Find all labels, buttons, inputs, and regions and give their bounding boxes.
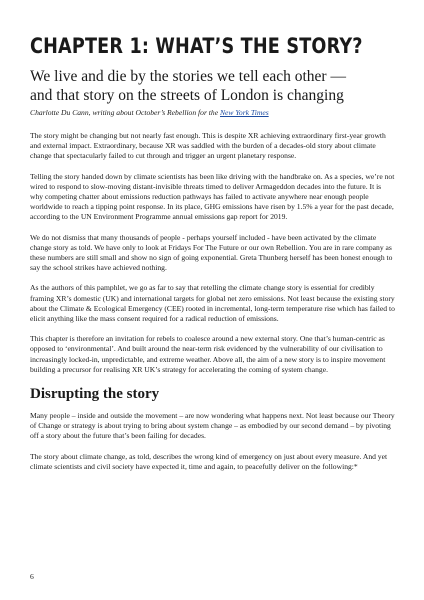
- document-page: [30, 34, 396, 482]
- subtitle: [30, 67, 396, 105]
- body-paragraph-5: This chapter is therefore an invitation for rebels to coalesce around a new external story. One that’s human-centric as opposed to ‘environmental’. And built around the near-term risk evidenced by the vulnerability of our civilisation to increasingly locked-in, unpredictable, and extreme weather. Above all, the aim of a new story is to inspire movement building a precursor for realising XR UK’s strategy for accelerating the coming of system change.: [30, 334, 386, 374]
- chapter-title: CHAPTER 1: WHAT’S THE STORY?: [30, 34, 363, 58]
- byline: [30, 108, 396, 118]
- subtitle-line-1: We live and die by the stories we tell each other —: [30, 68, 346, 85]
- body-paragraph-3: We do not dismiss that many thousands of people - perhaps yourself included - have been activated by the climate change story as told. We have only to look at Fridays For The Future or our own Rebellion. You are in rare company as these numbers are still small and show no sign of going exponential. Greta Thunberg herself has been honest enough to say the school strikes have achieved nothing.: [30, 232, 393, 273]
- body-paragraph-2: Telling the story handed down by climate scientists has been like driving with the handbrake on. As a species, we’re not wired to respond to slow-moving distant-invisible threats timed to deliver Armageddon decades into the future. It is why competing chatter about emissions reduction pathways has failed to activate anywhere near enough people worldwide to reach a tipping point response. In its place, GHG emissions have risen by 1.5% a year for the past decade, according to the UN Environment Programme annual emissions gap report for 2019.: [30, 171, 395, 222]
- body-paragraph-4: As the authors of this pamphlet, we go as far to say that retelling the climate change story is essential for credibly framing XR’s domestic (UK) and international targets for global net zero emissions. Not least because the existing story about the Climate & Ecological Emergency (CEE) rooted in incremental, long-term temperature rise which has failed to elicit anything like the mass consent required for a radical reduction of emissions.: [30, 283, 395, 324]
- body-paragraph-1: The story might be changing but not nearly fast enough. This is despite XR achieving extraordinary first-year growth and external impact. Extraordinary, because XR was saddled with the burden of a decades-old story about climate change that spectacularly failed to cut through and trigger an urgent planetary response.: [30, 131, 386, 161]
- byline-prefix: Charlotte Du Cann, writing about October’s Rebellion for the: [30, 108, 220, 117]
- section-paragraph-1: Many people – inside and outside the movement – are now wondering what happens next. Not least because our Theory of Change or strategy is about trying to bring about system change – as embodied by our second demand – by pivoting off a story about the future that’s been failing for decades.: [30, 411, 395, 441]
- section-heading: Disrupting the story: [30, 386, 160, 403]
- section-paragraph-2: The story about climate change, as told, describes the wrong kind of emergency on just about every measure. And yet climate scientists and civil society have expected it, time and again, to peacefully deliver on the following:*: [30, 451, 388, 471]
- subtitle-line-2: and that story on the streets of London is changing: [30, 87, 344, 104]
- new-york-times-link[interactable]: New York Times: [219, 108, 269, 117]
- page-number: 6: [30, 572, 34, 581]
